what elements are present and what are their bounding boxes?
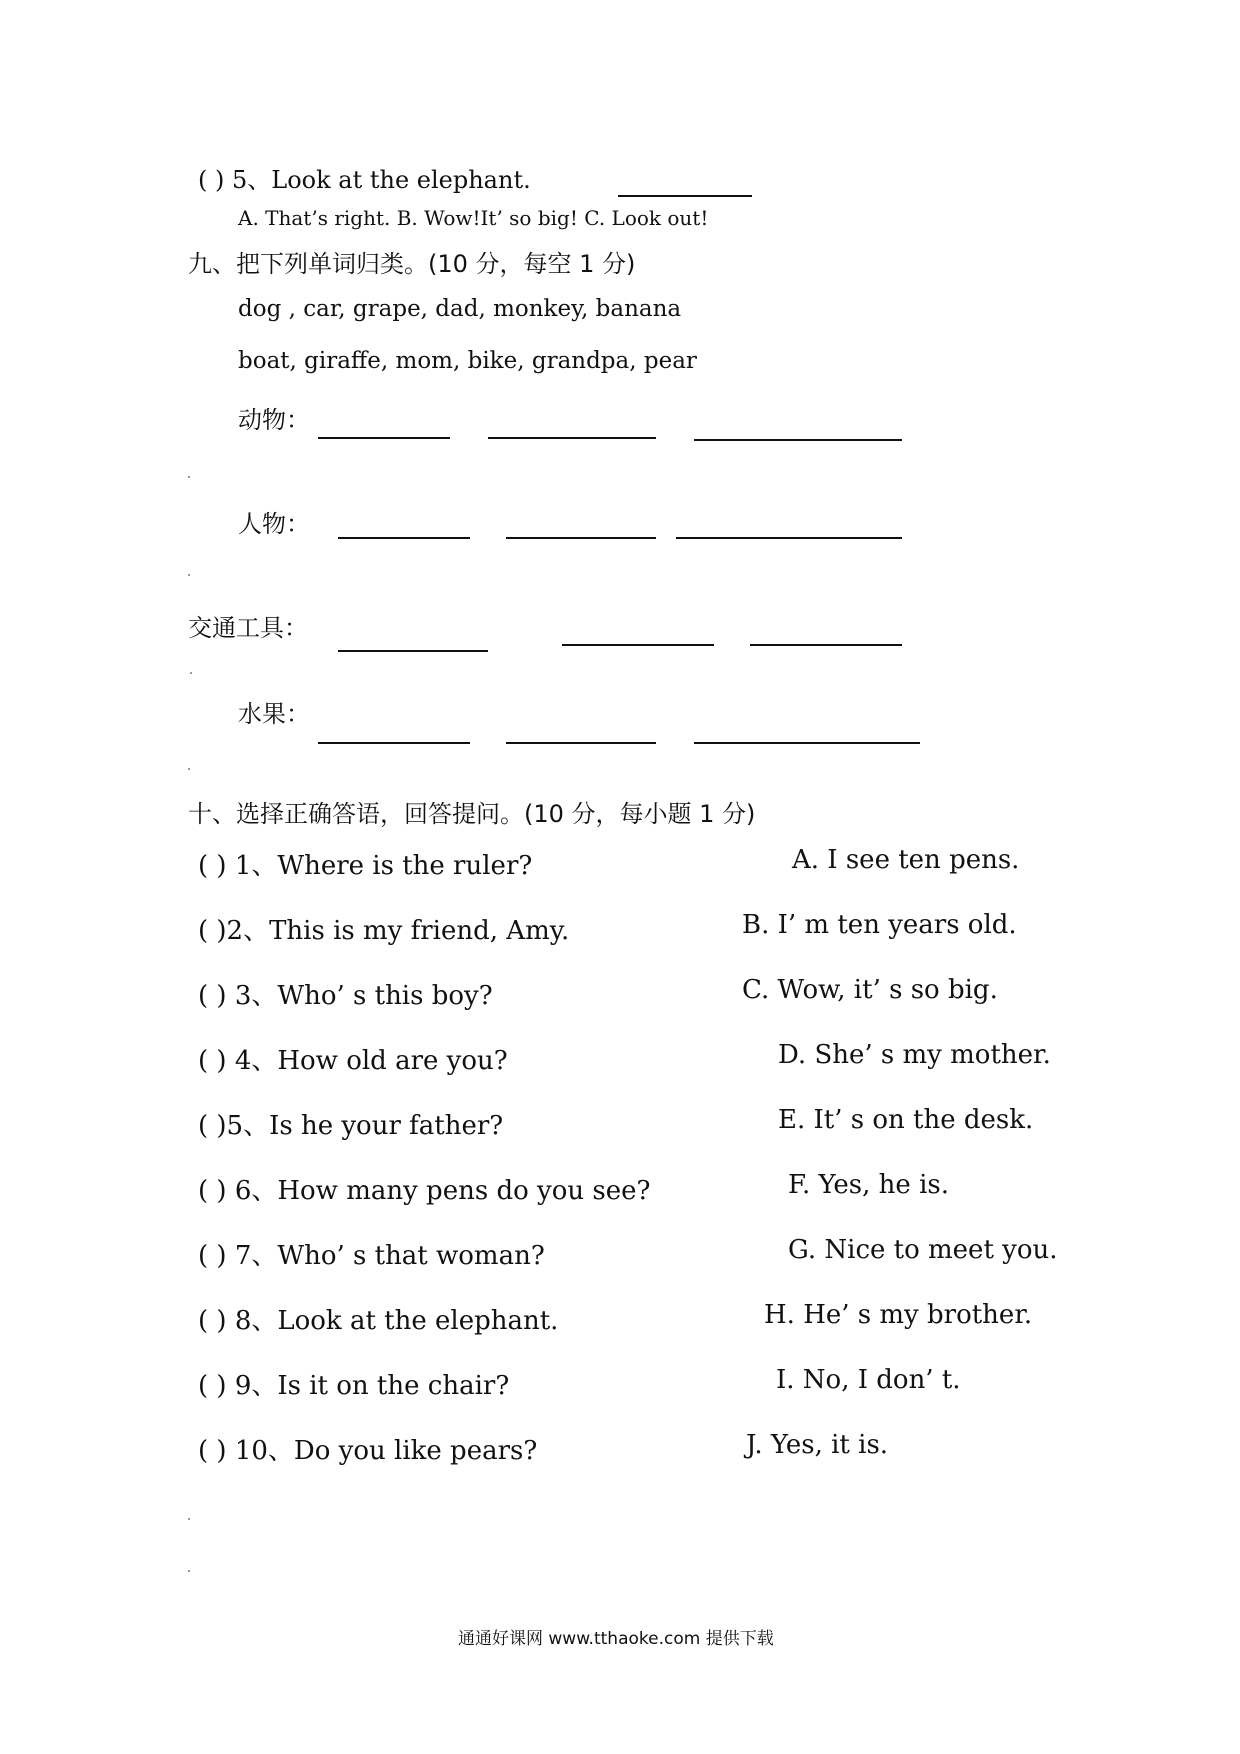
blank-people-1[interactable] xyxy=(338,537,470,539)
blank-animals-1[interactable] xyxy=(318,437,450,439)
blank-people-3[interactable] xyxy=(676,537,902,539)
scan-mark xyxy=(188,476,190,478)
match-answer-g: G. Nice to meet you. xyxy=(788,1235,1058,1265)
match-question-4: ( ) 4、How old are you? xyxy=(198,1046,508,1076)
match-answer-h: H. He’ s my brother. xyxy=(764,1300,1033,1330)
match-answer-d: D. She’ s my mother. xyxy=(778,1040,1051,1070)
match-question-9: ( ) 9、Is it on the chair? xyxy=(198,1371,510,1401)
answer-underline xyxy=(618,195,752,197)
category-label-transport: 交通工具： xyxy=(188,614,308,642)
scan-mark xyxy=(188,1570,190,1572)
blank-animals-2[interactable] xyxy=(488,437,656,439)
match-question-5: ( )5、Is he your father? xyxy=(198,1111,504,1141)
match-answer-e: E. It’ s on the desk. xyxy=(778,1105,1034,1135)
match-answer-a: A. I see ten pens. xyxy=(792,845,1020,875)
scan-mark xyxy=(188,1518,190,1520)
word-list-line-2: boat, giraffe, mom, bike, grandpa, pear xyxy=(238,348,697,374)
footer-credit: 通通好课网 www.tthaoke.com 提供下载 xyxy=(458,1629,774,1649)
scan-mark xyxy=(190,672,192,674)
match-question-6: ( ) 6、How many pens do you see? xyxy=(198,1176,651,1206)
match-answer-j: J. Yes, it is. xyxy=(746,1430,889,1460)
blank-transport-1[interactable] xyxy=(338,650,488,652)
match-question-8: ( ) 8、Look at the elephant. xyxy=(198,1306,559,1336)
blank-fruit-1[interactable] xyxy=(318,742,470,744)
blank-people-2[interactable] xyxy=(506,537,656,539)
match-question-10: ( ) 10、Do you like pears? xyxy=(198,1436,538,1466)
category-label-people: 人物： xyxy=(238,510,310,538)
section9-heading: 九、把下列单词归类。(10 分，每空 1 分) xyxy=(188,250,636,278)
match-question-1: ( ) 1、Where is the ruler? xyxy=(198,851,533,881)
category-label-animals: 动物： xyxy=(238,406,310,434)
match-answer-f: F. Yes, he is. xyxy=(788,1170,950,1200)
blank-fruit-3[interactable] xyxy=(694,742,920,744)
q5-options: A. That’s right. B. Wow!It’ so big! C. Look out! xyxy=(238,206,709,230)
match-question-2: ( )2、This is my friend, Amy. xyxy=(198,916,570,946)
match-question-7: ( ) 7、Who’ s that woman? xyxy=(198,1241,545,1271)
category-label-fruit: 水果： xyxy=(238,700,310,728)
match-question-3: ( ) 3、Who’ s this boy? xyxy=(198,981,493,1011)
blank-animals-3[interactable] xyxy=(694,439,902,441)
match-answer-i: I. No, I don’ t. xyxy=(776,1365,961,1395)
match-answer-b: B. I’ m ten years old. xyxy=(742,910,1017,940)
match-answer-c: C. Wow, it’ s so big. xyxy=(742,975,998,1005)
word-list-line-1: dog , car, grape, dad, monkey, banana xyxy=(238,296,682,322)
blank-transport-3[interactable] xyxy=(750,644,902,646)
blank-transport-2[interactable] xyxy=(562,644,714,646)
section10-heading: 十、选择正确答语，回答提问。(10 分，每小题 1 分) xyxy=(188,800,756,828)
q5-stem: ( ) 5、Look at the elephant. xyxy=(198,166,531,194)
scan-mark xyxy=(188,574,190,576)
blank-fruit-2[interactable] xyxy=(506,742,656,744)
scan-mark xyxy=(188,768,190,770)
